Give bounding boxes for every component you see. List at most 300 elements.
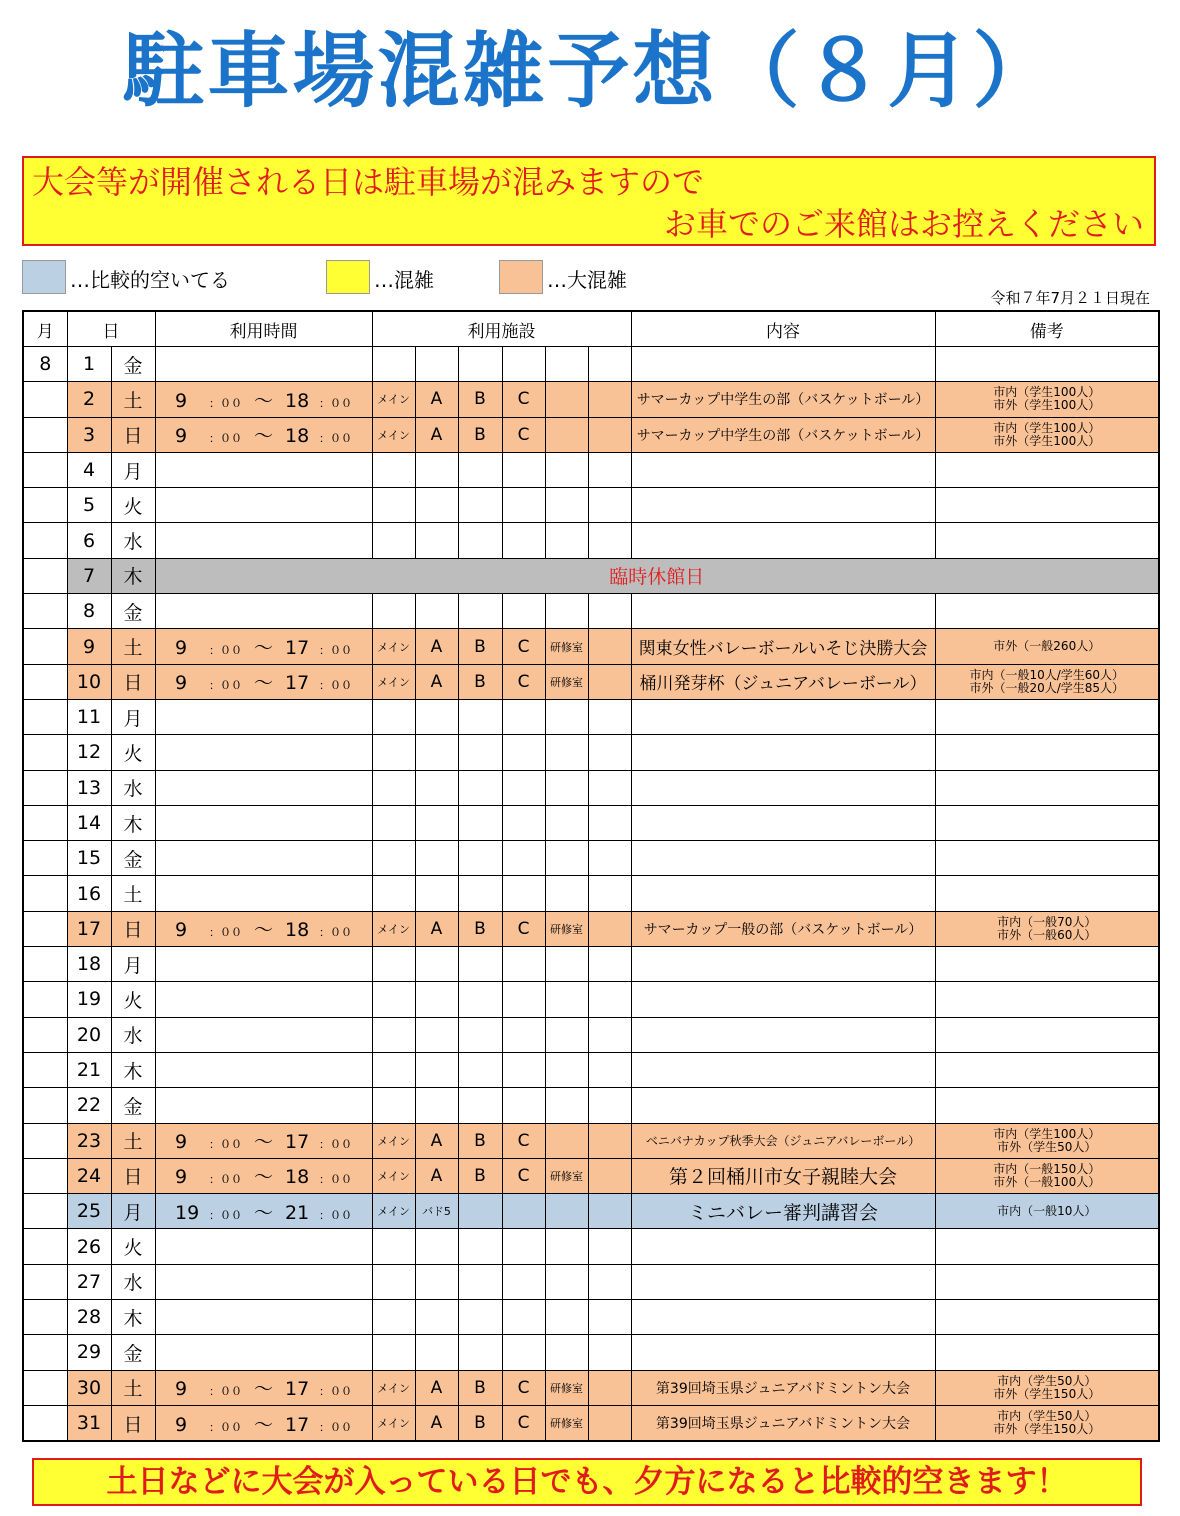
legend-swatch-light — [22, 260, 66, 294]
note-line: 市外（学生150人） — [993, 1386, 1101, 1401]
facility-cell — [588, 594, 631, 629]
facility-cell — [458, 1264, 502, 1299]
note-line: 市内（一般150人） — [993, 1161, 1101, 1176]
facility-cell — [588, 982, 631, 1017]
month-cell — [23, 1017, 67, 1052]
time-cell — [155, 452, 372, 487]
facility-cell: B — [458, 1158, 502, 1193]
facility-cell — [545, 1300, 588, 1335]
header-month: 月 — [23, 311, 67, 347]
time-cell — [155, 1335, 372, 1370]
note-line: 市内（学生50人） — [997, 1409, 1097, 1424]
end-hour: 17 — [285, 672, 310, 695]
facility-cell: C — [502, 382, 545, 417]
table-row — [23, 1229, 1159, 1264]
month-cell — [23, 1335, 67, 1370]
facility-cell: A — [415, 417, 458, 452]
content-cell — [631, 347, 935, 382]
day-cell: 8 — [67, 594, 111, 629]
weekday-cell: 金 — [111, 594, 155, 629]
weekday-cell: 土 — [111, 1370, 155, 1405]
facility-cell: メイン — [372, 1405, 415, 1441]
facility-cell — [588, 488, 631, 523]
note-line: 市外（一般20人/学生85人） — [969, 680, 1125, 695]
facility-cell — [588, 841, 631, 876]
table-row — [23, 558, 1159, 593]
content-cell — [631, 876, 935, 911]
facility-cell — [415, 735, 458, 770]
end-minute: ：００ — [319, 1385, 352, 1399]
facility-cell — [588, 1088, 631, 1123]
content-cell: サマーカップ中学生の部（バスケットボール） — [631, 417, 935, 452]
notice-line-2: お車でのご来館はお控えください — [663, 205, 1144, 243]
day-cell: 26 — [67, 1229, 111, 1264]
facility-cell — [415, 947, 458, 982]
day-cell: 22 — [67, 1088, 111, 1123]
facility-cell — [415, 841, 458, 876]
table-row — [23, 982, 1159, 1017]
facility-cell: A — [415, 911, 458, 946]
day-cell: 19 — [67, 982, 111, 1017]
facility-cell — [415, 805, 458, 840]
facility-cell — [545, 876, 588, 911]
note-line: 市外（学生50人） — [997, 1139, 1097, 1154]
weekday-cell: 木 — [111, 1052, 155, 1087]
start-minute: ：００ — [208, 432, 242, 446]
notes-cell — [935, 1264, 1159, 1299]
facility-cell: A — [415, 1123, 458, 1158]
facility-cell: メイン — [372, 382, 415, 417]
facility-cell: C — [502, 1370, 545, 1405]
start-minute: ：００ — [208, 679, 242, 693]
end-hour: 17 — [285, 637, 310, 660]
facility-cell — [372, 876, 415, 911]
facility-cell — [458, 841, 502, 876]
start-minute: ：００ — [208, 1420, 242, 1434]
facility-cell — [545, 1335, 588, 1370]
facility-cell: A — [415, 382, 458, 417]
facility-cell — [502, 1335, 545, 1370]
end-minute: ：００ — [319, 1420, 352, 1434]
month-cell — [23, 770, 67, 805]
facility-cell — [588, 1194, 631, 1229]
notes-cell — [935, 911, 1159, 946]
facility-cell — [588, 770, 631, 805]
facility-cell — [415, 1229, 458, 1264]
facility-cell — [588, 1405, 631, 1441]
facility-cell — [372, 770, 415, 805]
facility-cell — [545, 1017, 588, 1052]
weekday-cell: 金 — [111, 347, 155, 382]
footer-banner: 土日などに大会が入っている日でも、夕方になると比較的空きます！ — [32, 1458, 1142, 1506]
start-minute: ：００ — [208, 644, 242, 658]
weekday-cell: 月 — [111, 452, 155, 487]
note-line: 市外（学生100人） — [993, 398, 1101, 413]
notes-cell — [935, 523, 1159, 558]
facility-cell — [415, 982, 458, 1017]
day-cell: 17 — [67, 911, 111, 946]
facility-cell — [588, 664, 631, 699]
facility-cell — [545, 417, 588, 452]
notes-cell — [935, 452, 1159, 487]
time-cell — [155, 1052, 372, 1087]
day-cell: 30 — [67, 1370, 111, 1405]
facility-cell — [458, 1194, 502, 1229]
start-minute: ：００ — [208, 396, 242, 410]
notes-cell — [935, 1300, 1159, 1335]
notes-cell — [935, 382, 1159, 417]
notes-cell — [935, 347, 1159, 382]
month-cell — [23, 629, 67, 664]
weekday-cell: 金 — [111, 841, 155, 876]
table-row — [23, 841, 1159, 876]
day-cell: 1 — [67, 347, 111, 382]
table-row — [23, 1088, 1159, 1123]
facility-cell — [502, 1052, 545, 1087]
table-row — [23, 523, 1159, 558]
month-cell — [23, 1370, 67, 1405]
facility-cell — [588, 523, 631, 558]
content-cell — [631, 1052, 935, 1087]
facility-cell — [458, 1088, 502, 1123]
note-line: 市外（一般260人） — [993, 639, 1101, 654]
facility-cell — [545, 347, 588, 382]
facility-cell — [545, 452, 588, 487]
time-separator: ～ — [253, 1413, 273, 1436]
start-hour: 9 — [174, 637, 188, 660]
facility-cell — [372, 841, 415, 876]
notes-cell — [935, 1194, 1159, 1229]
facility-cell: B — [458, 1370, 502, 1405]
facility-cell — [588, 876, 631, 911]
time-cell — [155, 947, 372, 982]
weekday-cell: 土 — [111, 1123, 155, 1158]
day-cell: 2 — [67, 382, 111, 417]
end-hour: 18 — [285, 1166, 310, 1189]
end-minute: ：００ — [319, 432, 352, 446]
facility-cell: C — [502, 417, 545, 452]
closed-day-label: 臨時休館日 — [155, 558, 1159, 593]
facility-cell — [545, 1052, 588, 1087]
day-cell: 27 — [67, 1264, 111, 1299]
day-cell: 4 — [67, 452, 111, 487]
content-cell — [631, 982, 935, 1017]
notes-cell — [935, 982, 1159, 1017]
facility-cell — [458, 1229, 502, 1264]
day-cell: 13 — [67, 770, 111, 805]
facility-cell: B — [458, 1405, 502, 1441]
weekday-cell: 水 — [111, 1264, 155, 1299]
facility-cell — [588, 1052, 631, 1087]
weekday-cell: 水 — [111, 770, 155, 805]
table-row — [23, 1335, 1159, 1370]
facility-cell: 研修室 — [545, 664, 588, 699]
facility-cell — [372, 1300, 415, 1335]
facility-cell: C — [502, 1123, 545, 1158]
facility-cell — [372, 699, 415, 734]
content-cell: サマーカップ中学生の部（バスケットボール） — [631, 382, 935, 417]
end-hour: 18 — [285, 919, 310, 942]
weekday-cell: 月 — [111, 1194, 155, 1229]
notes-cell — [935, 1017, 1159, 1052]
notes-cell — [935, 1158, 1159, 1193]
time-cell — [155, 699, 372, 734]
weekday-cell: 火 — [111, 1229, 155, 1264]
content-cell — [631, 1264, 935, 1299]
month-cell — [23, 1405, 67, 1441]
day-cell: 10 — [67, 664, 111, 699]
end-minute: ：００ — [319, 1138, 352, 1152]
facility-cell — [588, 1158, 631, 1193]
facility-cell — [588, 1229, 631, 1264]
facility-cell — [588, 911, 631, 946]
facility-cell — [502, 876, 545, 911]
facility-cell — [588, 382, 631, 417]
facility-cell: B — [458, 664, 502, 699]
facility-cell — [588, 1264, 631, 1299]
notes-cell — [935, 417, 1159, 452]
facility-cell — [458, 735, 502, 770]
weekday-cell: 木 — [111, 1300, 155, 1335]
table-row — [23, 805, 1159, 840]
time-cell — [155, 770, 372, 805]
facility-cell — [588, 1123, 631, 1158]
month-cell — [23, 947, 67, 982]
facility-cell: メイン — [372, 1194, 415, 1229]
content-cell: 第２回桶川市女子親睦大会 — [631, 1158, 935, 1193]
facility-cell — [458, 805, 502, 840]
facility-cell — [545, 735, 588, 770]
time-cell — [155, 1194, 372, 1229]
time-separator: ～ — [253, 425, 273, 448]
day-cell: 12 — [67, 735, 111, 770]
notes-cell — [935, 1335, 1159, 1370]
table-row — [23, 876, 1159, 911]
facility-cell — [415, 523, 458, 558]
day-cell: 7 — [67, 558, 111, 593]
month-cell — [23, 382, 67, 417]
facility-cell — [372, 1229, 415, 1264]
weekday-cell: 土 — [111, 629, 155, 664]
facility-cell — [502, 735, 545, 770]
facility-cell — [588, 1370, 631, 1405]
end-hour: 17 — [285, 1131, 310, 1154]
facility-cell — [458, 523, 502, 558]
facility-cell — [415, 347, 458, 382]
content-cell — [631, 594, 935, 629]
notes-cell — [935, 1123, 1159, 1158]
facility-cell — [588, 347, 631, 382]
notes-cell — [935, 947, 1159, 982]
facility-cell — [415, 1017, 458, 1052]
month-cell — [23, 1052, 67, 1087]
weekday-cell: 月 — [111, 947, 155, 982]
note-line: 市内（学生100人） — [993, 420, 1101, 435]
end-hour: 18 — [285, 425, 310, 448]
notes-cell — [935, 1229, 1159, 1264]
end-hour: 17 — [285, 1378, 310, 1401]
note-line: 市外（一般100人） — [993, 1174, 1101, 1189]
time-separator: ～ — [253, 1131, 273, 1154]
table-row — [23, 1017, 1159, 1052]
day-cell: 5 — [67, 488, 111, 523]
weekday-cell: 火 — [111, 488, 155, 523]
facility-cell — [502, 947, 545, 982]
time-separator: ～ — [253, 1166, 273, 1189]
notes-cell — [935, 735, 1159, 770]
table-row — [23, 1052, 1159, 1087]
month-cell — [23, 699, 67, 734]
month-cell: 8 — [23, 347, 67, 382]
note-line: 市内（一般70人） — [997, 914, 1097, 929]
facility-cell — [545, 1088, 588, 1123]
facility-cell: メイン — [372, 1370, 415, 1405]
day-cell: 28 — [67, 1300, 111, 1335]
content-cell — [631, 1335, 935, 1370]
weekday-cell: 日 — [111, 911, 155, 946]
facility-cell: B — [458, 1123, 502, 1158]
facility-cell — [588, 735, 631, 770]
facility-cell — [545, 841, 588, 876]
content-cell: 桶川発芽杯（ジュニアバレーボール） — [631, 664, 935, 699]
month-cell — [23, 1088, 67, 1123]
facility-cell — [545, 1123, 588, 1158]
month-cell — [23, 488, 67, 523]
time-cell — [155, 523, 372, 558]
facility-cell — [545, 523, 588, 558]
legend-label-very-crowded: …大混雑 — [547, 268, 627, 292]
month-cell — [23, 911, 67, 946]
facility-cell — [458, 699, 502, 734]
day-cell: 6 — [67, 523, 111, 558]
facility-cell — [415, 876, 458, 911]
day-cell: 9 — [67, 629, 111, 664]
facility-cell — [545, 805, 588, 840]
day-cell: 15 — [67, 841, 111, 876]
facility-cell — [458, 1052, 502, 1087]
start-hour: 9 — [174, 1131, 188, 1154]
time-separator: ～ — [253, 637, 273, 660]
month-cell — [23, 1229, 67, 1264]
content-cell — [631, 452, 935, 487]
weekday-cell: 木 — [111, 805, 155, 840]
start-hour: 9 — [174, 1378, 188, 1401]
parking-schedule-table — [22, 310, 1160, 1442]
time-cell — [155, 1123, 372, 1158]
notes-cell — [935, 770, 1159, 805]
facility-cell — [415, 452, 458, 487]
facility-cell — [588, 947, 631, 982]
facility-cell: メイン — [372, 1158, 415, 1193]
end-minute: ：００ — [319, 644, 352, 658]
facility-cell — [372, 1088, 415, 1123]
facility-cell — [415, 1088, 458, 1123]
table-body — [23, 347, 1159, 1442]
weekday-cell: 日 — [111, 417, 155, 452]
content-cell: ベニバナカップ秋季大会（ジュニアバレーボール） — [631, 1123, 935, 1158]
content-cell — [631, 523, 935, 558]
time-cell — [155, 805, 372, 840]
day-cell: 20 — [67, 1017, 111, 1052]
time-cell — [155, 347, 372, 382]
facility-cell: B — [458, 417, 502, 452]
table-row — [23, 735, 1159, 770]
time-cell — [155, 1370, 372, 1405]
facility-cell — [372, 805, 415, 840]
month-cell — [23, 452, 67, 487]
facility-cell — [545, 1229, 588, 1264]
facility-cell: メイン — [372, 911, 415, 946]
facility-cell: メイン — [372, 1123, 415, 1158]
day-cell: 25 — [67, 1194, 111, 1229]
facility-cell — [372, 1335, 415, 1370]
content-cell: 第39回埼玉県ジュニアバドミントン大会 — [631, 1405, 935, 1441]
notes-cell — [935, 664, 1159, 699]
time-separator: ～ — [253, 919, 273, 942]
weekday-cell: 水 — [111, 523, 155, 558]
facility-cell: C — [502, 664, 545, 699]
table-row — [23, 1123, 1159, 1158]
facility-cell — [415, 1300, 458, 1335]
day-cell: 14 — [67, 805, 111, 840]
weekday-cell: 日 — [111, 1405, 155, 1441]
legend-swatch-very-crowded — [499, 260, 543, 294]
weekday-cell: 火 — [111, 982, 155, 1017]
content-cell — [631, 735, 935, 770]
day-cell: 11 — [67, 699, 111, 734]
facility-cell — [372, 452, 415, 487]
notes-cell — [935, 1088, 1159, 1123]
time-cell — [155, 382, 372, 417]
facility-cell — [502, 452, 545, 487]
time-cell — [155, 1017, 372, 1052]
facility-cell — [458, 982, 502, 1017]
content-cell: 第39回埼玉県ジュニアバドミントン大会 — [631, 1370, 935, 1405]
note-line: 市内（学生100人） — [993, 1126, 1101, 1141]
facility-cell — [502, 1300, 545, 1335]
facility-cell — [372, 1052, 415, 1087]
content-cell — [631, 1017, 935, 1052]
month-cell — [23, 664, 67, 699]
table-row — [23, 1194, 1159, 1229]
start-hour: 19 — [174, 1201, 200, 1224]
legend-label-crowded: …混雑 — [374, 268, 434, 292]
month-cell — [23, 1264, 67, 1299]
content-cell: サマーカップ一般の部（バスケットボール） — [631, 911, 935, 946]
facility-cell — [545, 1264, 588, 1299]
facility-cell — [415, 770, 458, 805]
time-cell — [155, 417, 372, 452]
month-cell — [23, 805, 67, 840]
month-cell — [23, 1300, 67, 1335]
table-row — [23, 911, 1159, 946]
weekday-cell: 日 — [111, 664, 155, 699]
facility-cell — [545, 770, 588, 805]
facility-cell — [502, 488, 545, 523]
end-hour: 17 — [285, 1413, 310, 1436]
facility-cell — [502, 1088, 545, 1123]
time-cell — [155, 982, 372, 1017]
weekday-cell: 土 — [111, 876, 155, 911]
note-line: 市内（一般10人/学生60人） — [969, 667, 1125, 682]
start-minute: ：００ — [208, 1208, 242, 1222]
time-cell — [155, 1405, 372, 1441]
table-row — [23, 664, 1159, 699]
end-hour: 18 — [285, 389, 310, 412]
day-cell: 18 — [67, 947, 111, 982]
note-line: 市外（一般60人） — [997, 927, 1097, 942]
facility-cell — [458, 594, 502, 629]
